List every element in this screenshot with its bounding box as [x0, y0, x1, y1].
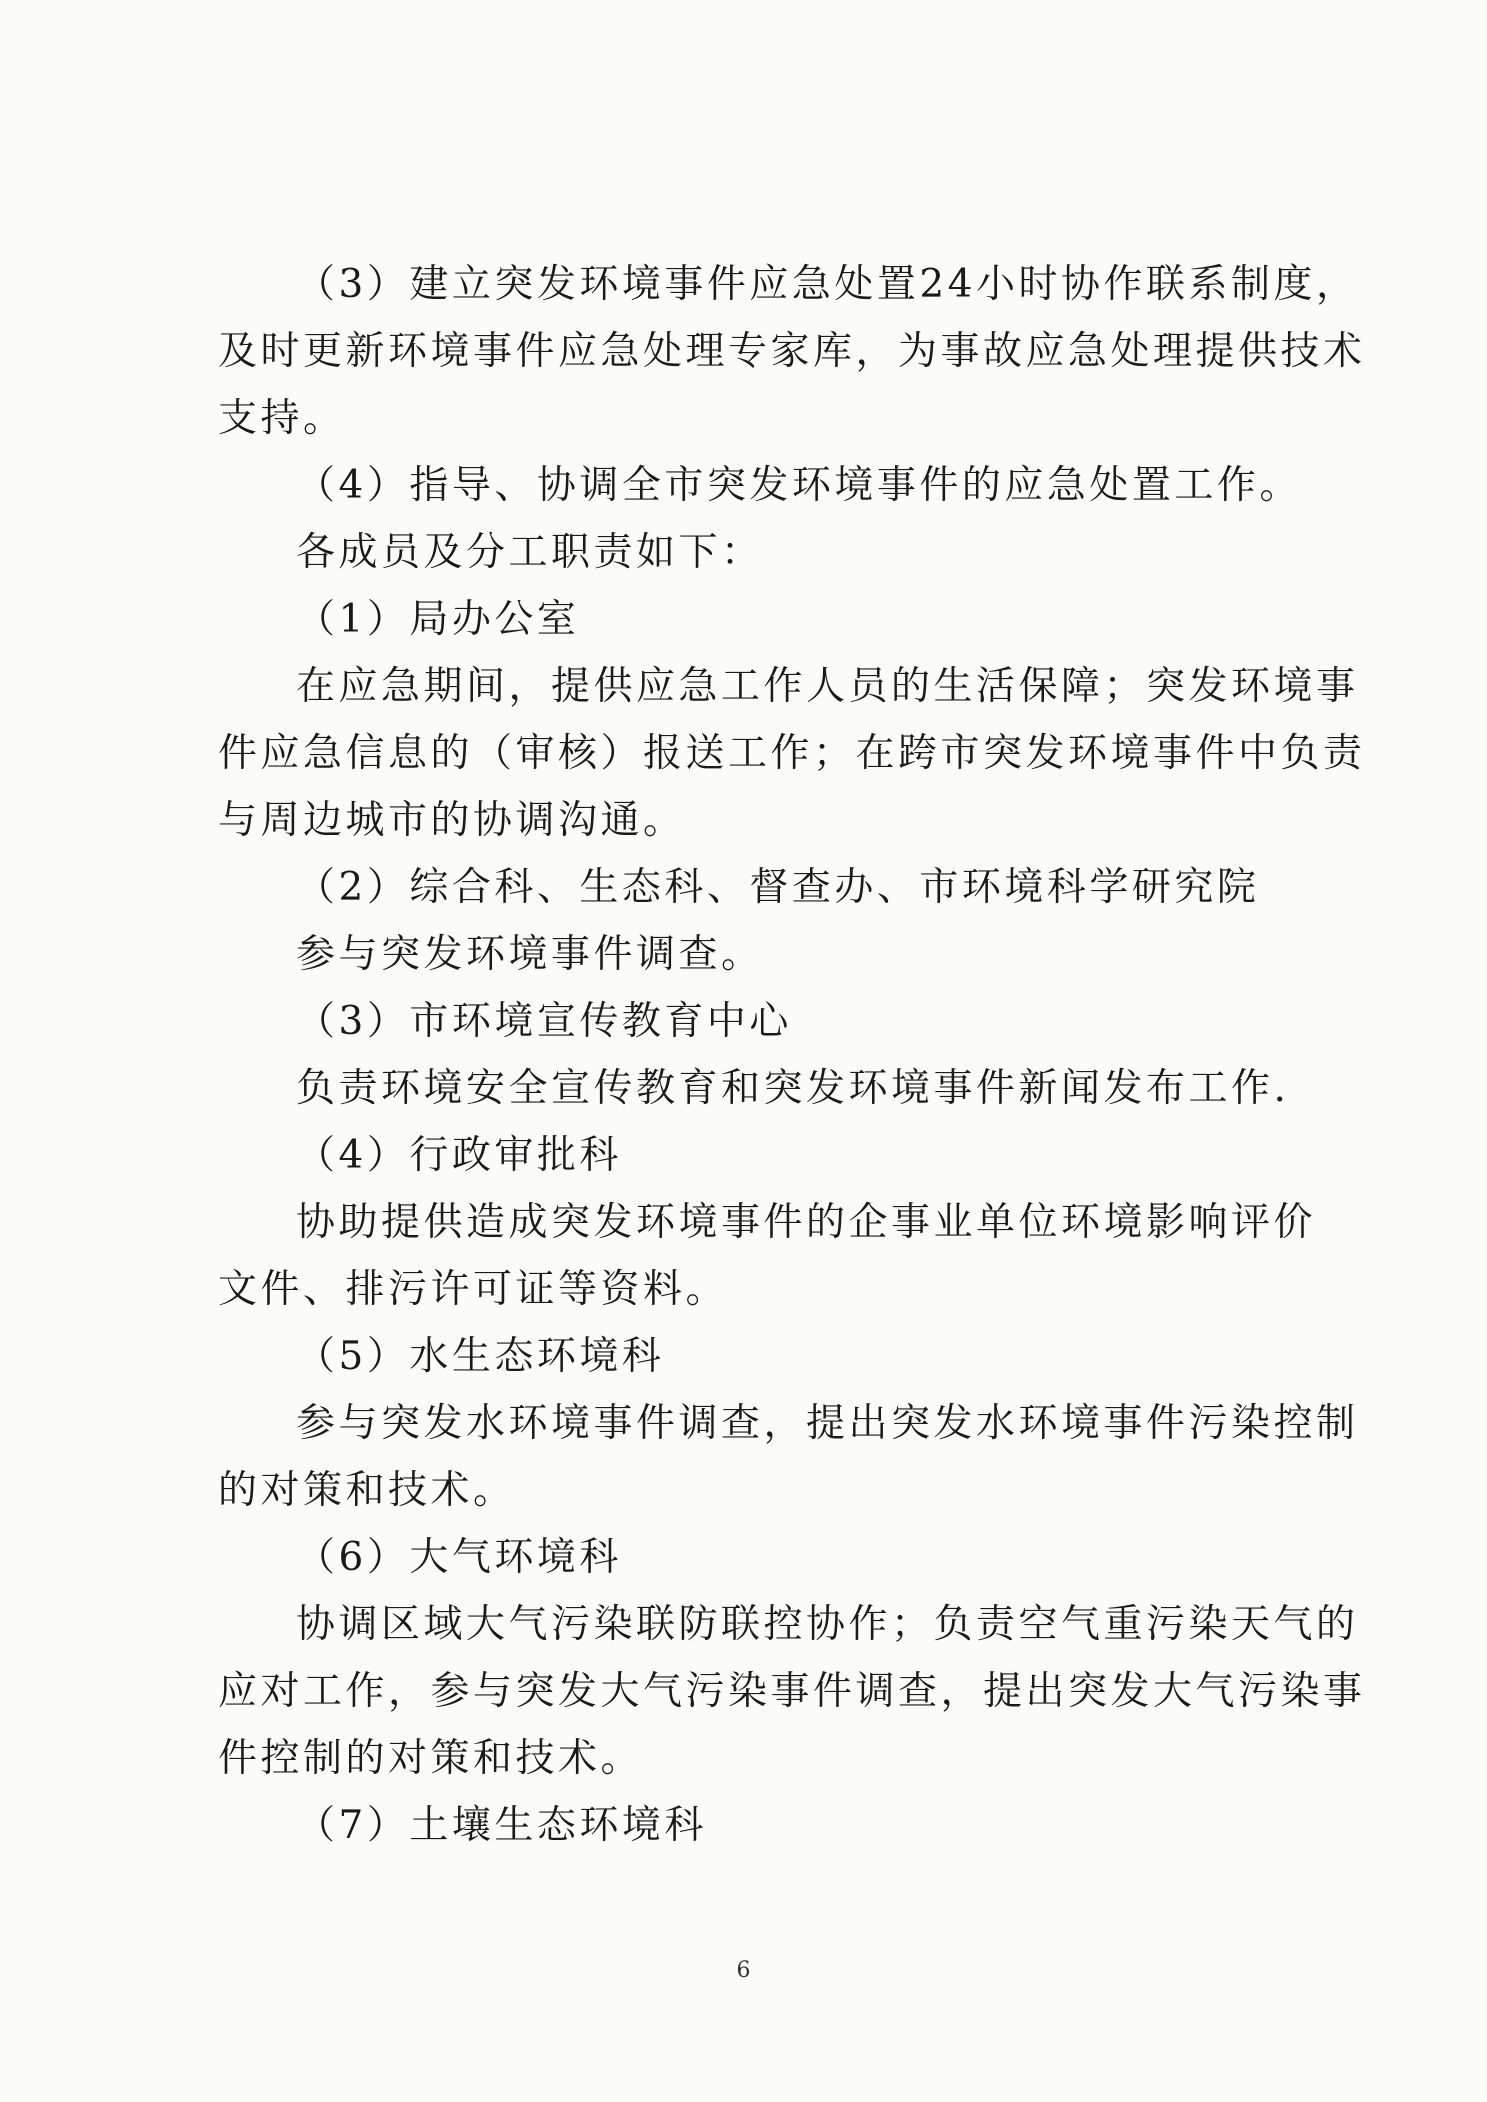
page-number: 6: [736, 1958, 751, 1983]
text-line: 参与突发环境事件调查。: [296, 932, 764, 977]
text-line: （5）水生态环境科: [296, 1334, 665, 1379]
text-line: （4）指导、协调全市突发环境事件的应急处置工作。: [296, 463, 1302, 508]
text-line: （6）大气环境科: [296, 1535, 622, 1580]
text-line: 协调区域大气污染联防联控协作；负责空气重污染天气的: [296, 1602, 1359, 1647]
text-line: 文件、排污许可证等资料。: [218, 1267, 729, 1312]
text-line: 件应急信息的（审核）报送工作；在跨市突发环境事件中负责: [218, 731, 1366, 776]
text-line: 应对工作，参与突发大气污染事件调查，提出突发大气污染事: [218, 1669, 1366, 1714]
text-line: （4）行政审批科: [296, 1133, 622, 1178]
text-line: （3）建立突发环境事件应急处置24小时协作联系制度，: [296, 262, 1359, 307]
text-line: 的对策和技术。: [218, 1468, 516, 1513]
text-line: 负责环境安全宣传教育和突发环境事件新闻发布工作.: [296, 1066, 1290, 1111]
text-line: （7）土壤生态环境科: [296, 1803, 707, 1848]
text-line: 支持。: [218, 396, 346, 441]
text-line: 协助提供造成突发环境事件的企事业单位环境影响评价: [296, 1200, 1317, 1245]
text-line: 与周边城市的协调沟通。: [218, 798, 686, 843]
text-line: 各成员及分工职责如下：: [296, 530, 764, 575]
text-line: （1）局办公室: [296, 597, 580, 642]
text-line: （2）综合科、生态科、督查办、市环境科学研究院: [296, 865, 1260, 910]
text-line: 件控制的对策和技术。: [218, 1736, 644, 1781]
text-line: （3）市环境宣传教育中心: [296, 999, 792, 1044]
text-line: 及时更新环境事件应急处理专家库，为事故应急处理提供技术: [218, 329, 1366, 374]
text-line: 参与突发水环境事件调查，提出突发水环境事件污染控制: [296, 1401, 1359, 1446]
text-line: 在应急期间，提供应急工作人员的生活保障；突发环境事: [296, 664, 1359, 709]
